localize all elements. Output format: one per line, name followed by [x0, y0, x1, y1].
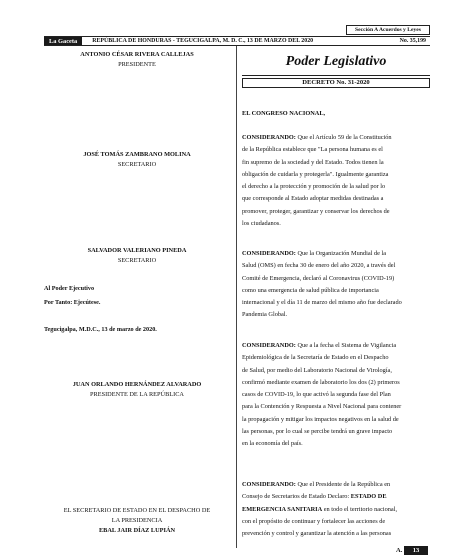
text-line: Que el Presidente de la República en [297, 481, 391, 488]
text-line: Comité de Emergencia, declaró al Coronavirus (COVID-19) [242, 274, 395, 282]
signer-title: SECRETARIO [117, 257, 157, 264]
considerando-label: CONSIDERANDO: [242, 342, 296, 349]
gazette-header [44, 36, 430, 46]
section-label: Sección A Acuerdos y Leyes [346, 25, 430, 35]
text-line: casos de COVID-19, lo que activó la segunda fase del Plan [242, 391, 391, 399]
text-line: de Salud, por medio del Laboratorio Nacional de Virología, [242, 366, 392, 374]
signer-name: JOSÉ TOMÁS ZAMBRANO MOLINA [83, 151, 191, 158]
considerando-4 [242, 479, 430, 540]
text-line: internacional y el día 11 de marzo del mismo año fue declarado [242, 299, 402, 307]
issue-number: No. 35,199 [399, 38, 426, 44]
signer-office-line-2: LA PRESIDENCIA [111, 517, 163, 524]
text-line: confirmó mediante examen de laboratorio los dos (2) primeros [242, 378, 400, 386]
signer-office-line-1: EL SECRETARIO DE ESTADO EN EL DESPACHO DE [63, 507, 211, 514]
text-line: Epidemiológica de la Secretaría de Estado en el Despacho [242, 354, 389, 362]
text-line: promover, proteger, garantizar y conservar los derechos de [242, 207, 390, 215]
signer-name: EBAL JAIR DÍAZ LUPIÁN [98, 527, 176, 534]
text-line: como una emergencia de salud pública de importancia [242, 286, 379, 294]
text-line: Pandemia Global. [242, 311, 288, 319]
congress-heading: EL CONGRESO NACIONAL, [242, 110, 326, 117]
text-line: que corresponde al Estado adoptar medidas destinadas a [242, 195, 384, 203]
column-divider [236, 46, 237, 548]
text-line: para la Contención y Respuesta a Nivel Nacional para contener [242, 403, 402, 411]
signer-name: SALVADOR VALERIANO PINEDA [87, 247, 187, 254]
text-line: el derecho a la protección y promoción de la salud por lo [242, 183, 386, 191]
text-line: en la economía del país. [242, 440, 303, 448]
text-line: la propagación y mitigar los impactos negativos en la salud de [242, 415, 399, 423]
signer-title: PRESIDENTE DE LA REPÚBLICA [90, 391, 184, 398]
text-line: Que la Organización Mundial de la [297, 250, 387, 257]
considerando-3 [242, 340, 430, 451]
text-line: Que el Artículo 59 de la Constitución [297, 134, 392, 141]
signer-name: JUAN ORLANDO HERNÁNDEZ ALVARADO [72, 381, 202, 388]
text-line: Salud (OMS) en fecha 30 de enero del año 2020, a través del [242, 262, 396, 270]
considerando-label: CONSIDERANDO: [242, 134, 296, 141]
signature-block-secretary-2 [44, 246, 230, 266]
signature-block-president [44, 50, 230, 70]
publication-name: La Gaceta [44, 37, 82, 45]
emphasis: EMERGENCIA SANITARIA [242, 505, 323, 513]
header-info: REPÚBLICA DE HONDURAS - TEGUCIGALPA, M. D. C., 13 DE MARZO DEL 2020 [92, 38, 314, 44]
text-line: prevención y control y garantizar la atención a las personas [242, 530, 392, 538]
text-line: en todo el territorio nacional, [322, 505, 398, 513]
section-title: Poder Legislativo [242, 52, 430, 76]
considerando-label: CONSIDERANDO: [242, 481, 296, 488]
text-line: obligación de cuidarla y protegerla". Igualmente garantiza [242, 170, 389, 178]
signer-title: SECRETARIO [117, 161, 157, 168]
considerando-1 [242, 132, 430, 230]
signature-block-president-republic [44, 380, 230, 400]
signer-title: PRESIDENTE [118, 61, 156, 68]
text-line: fin supremo de la sociedad y del Estado. Todos tienen la [242, 158, 384, 166]
por-tanto: Por Tanto: Ejecútese. [44, 299, 101, 306]
signer-name: ANTONIO CÉSAR RIVERA CALLEJAS [80, 51, 194, 58]
left-column [44, 46, 230, 548]
section-letter: A. [396, 547, 403, 554]
text-line: de la República establece que "La persona humana es el [242, 146, 383, 154]
page-number: 13 [404, 546, 428, 555]
signature-block-secretary-presidency [44, 506, 230, 536]
text-line: los ciudadanos. [242, 220, 281, 228]
text-line: con el propósito de continuar y fortalecer las acciones de [242, 517, 386, 525]
text-line: Consejo de Secretarios de Estado Declaro: [242, 493, 351, 501]
emphasis: ESTADO DE [350, 493, 387, 501]
decree-number: DECRETO No. 31-2020 [242, 78, 430, 88]
considerando-2 [242, 248, 430, 322]
text-line: Que a la fecha el Sistema de Vigilancia [297, 342, 397, 349]
signature-block-secretary-1 [44, 150, 230, 170]
place-date: Tegucigalpa, M.D.C., 13 de marzo de 2020. [44, 326, 157, 333]
right-column [242, 46, 430, 548]
al-poder-ejecutivo: Al Poder Ejecutivo [44, 285, 95, 292]
text-line: las personas, por lo cual se percibe tendrá un grave impacto [242, 428, 393, 436]
considerando-label: CONSIDERANDO: [242, 250, 296, 257]
